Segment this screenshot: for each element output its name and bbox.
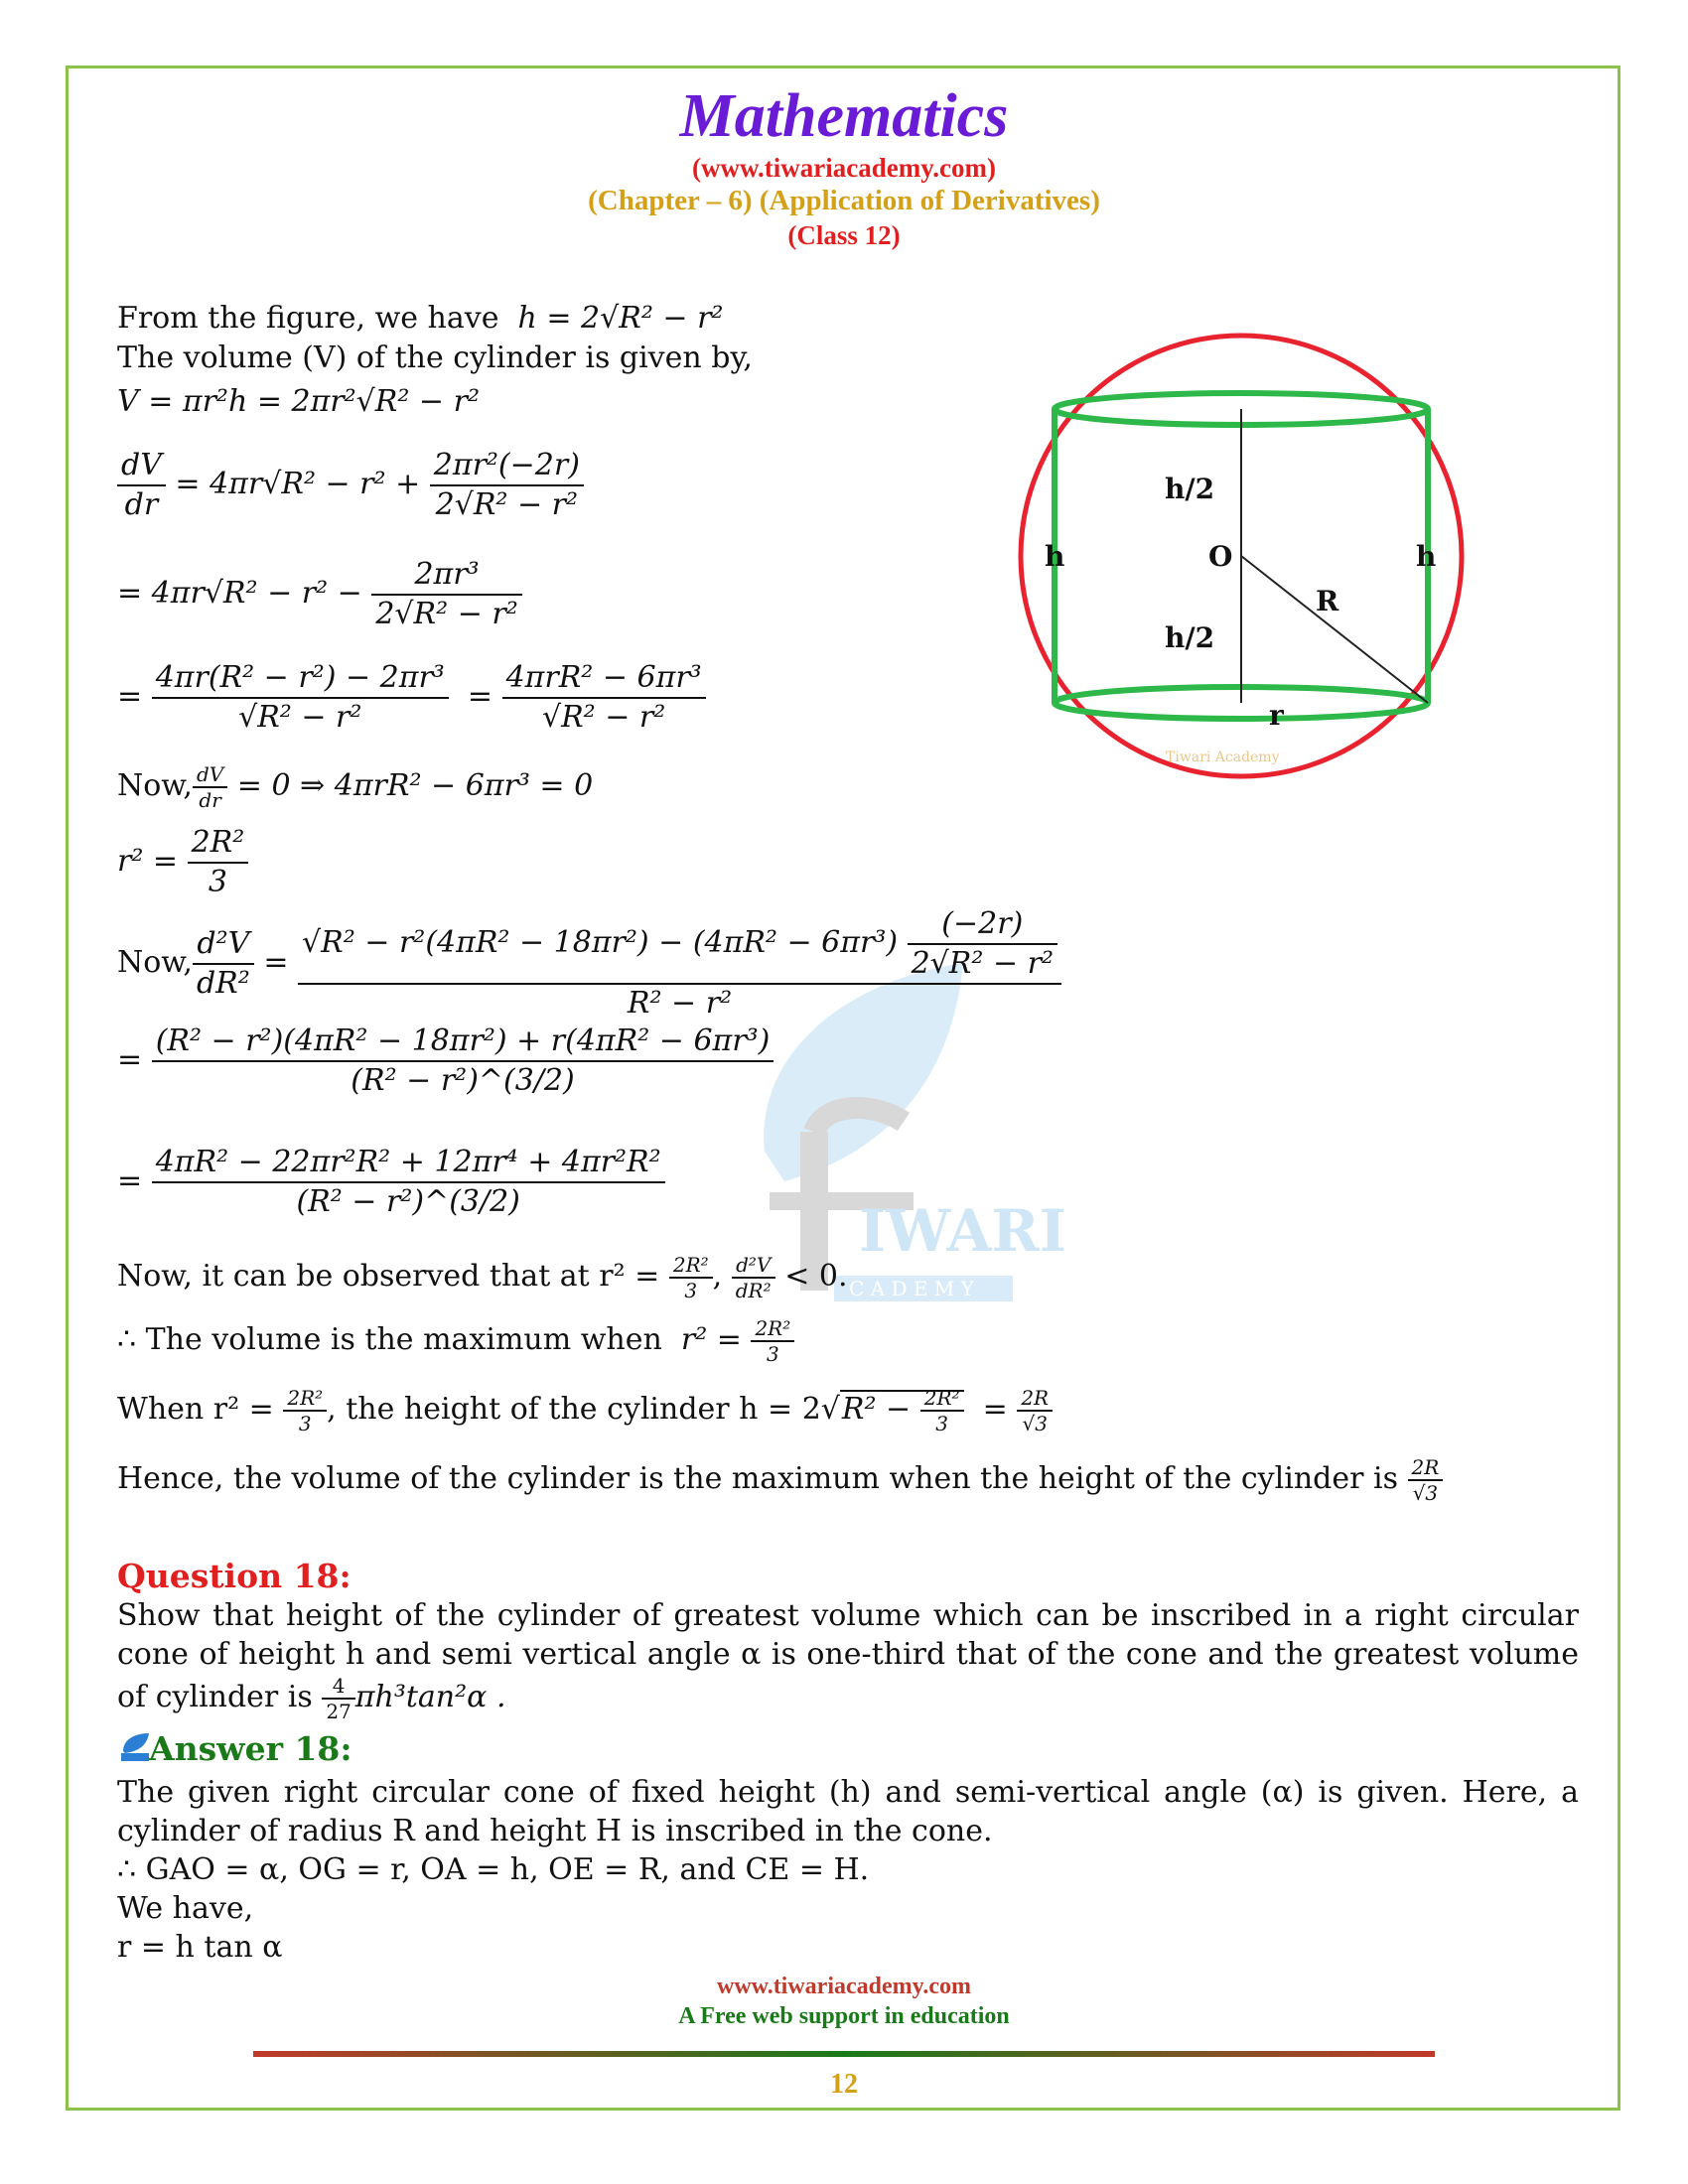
observation-line: Now, it can be observed that at r² = $\frac{\text{2R²}}{3}$ , $\frac{\text{d²V}}{\text{dR²}}$ < 0. bbox=[117, 1253, 848, 1302]
second-derivative-line: Now, $\frac{\text{d²V}}{\text{dR²}}$ = √R² − r²(4πR² − 18πr²) − (4πR² − 6πr³) $\frac{(-2r)}{\text{2√R² − r²}}$ R² − r² bbox=[117, 905, 1061, 1023]
header-class: (Class 12) bbox=[787, 220, 901, 250]
derivative-step-3: = $\frac{\text{4πr(R² − r²) − 2πr³}}{\text{√R² − r²}}$ = $\frac{\text{4πrR² − 6πr³}}{\text{√R² − r²}}$ bbox=[117, 659, 706, 737]
solution-line-2: The volume (V) of the cylinder is given by, bbox=[117, 341, 753, 375]
label-h-half-bottom: h/2 bbox=[1165, 621, 1215, 654]
question-18-body: Show that height of the cylinder of greatest volume which can be inscribed in a right circular cone of height h and semi vertical angle α is one-third that of the cone and the greatest volume of cylinder is $\frac{4}{27}$ πh³tan²α . bbox=[117, 1598, 1579, 1723]
conclusion-line: Hence, the volume of the cylinder is the maximum when the height of the cylinder is $\frac{2R}{√3}$ bbox=[117, 1455, 1443, 1505]
r-squared-result: r² = $\frac{\text{2R²}}{3}$ bbox=[117, 824, 248, 901]
label-h-half-top: h/2 bbox=[1165, 473, 1215, 505]
answer-18-para-4: r = h tan α bbox=[117, 1930, 283, 1965]
label-h-left: h bbox=[1045, 540, 1065, 573]
watermark-letters: IWARI bbox=[859, 1197, 1066, 1265]
label-R: R bbox=[1316, 585, 1339, 617]
label-o: O bbox=[1208, 540, 1233, 573]
footer-tagline: A Free web support in education bbox=[678, 2003, 1010, 2029]
header-website[interactable]: (www.tiwariacademy.com) bbox=[692, 153, 996, 183]
page-number: 12 bbox=[830, 2069, 858, 2100]
figure-watermark: Tiwari Academy bbox=[1166, 750, 1280, 765]
answer-18-para-1: The given right circular cone of fixed height (h) and semi-vertical angle (α) is given. Here, a cylinder of radius R and height H is inscribed in the cone. bbox=[117, 1775, 1579, 1848]
maximum-condition-line: ∴ The volume is the maximum when r² = $\frac{\text{2R²}}{3}$ bbox=[117, 1316, 794, 1366]
critical-point-line: Now, $\frac{dV}{dr}$ = 0 ⇒ 4πrR² − 6πr³ = 0 bbox=[117, 762, 594, 812]
cylinder-in-sphere-figure bbox=[1013, 328, 1470, 784]
answer-18-title: Answer 18: bbox=[149, 1729, 352, 1768]
tiwari-logo-icon bbox=[119, 1731, 151, 1763]
footer-website[interactable]: www.tiwariacademy.com bbox=[717, 1974, 971, 1999]
derivative-dv-dr: $\frac{dV}{dr}$ = 4πr√R² − r² + $\frac{\text{2πr²(−2r)}}{\text{2√R² − r²}}$ bbox=[117, 447, 584, 524]
label-h-right: h bbox=[1416, 540, 1437, 573]
second-derivative-step-2: = $\frac{\text{(R² − r²)(4πR² − 18πr²) + r(4πR² − 6πr³)}}{\text{(R² − r²)\textasciicircum{}(3/2)}}$ bbox=[117, 1023, 774, 1100]
solution-line-3: V = πr²h = 2πr²√R² − r² bbox=[117, 384, 480, 419]
label-r: r bbox=[1269, 699, 1284, 732]
footer-divider bbox=[253, 2051, 1435, 2057]
answer-18-para-2: ∴ GAO = α, OG = r, OA = h, OE = R, and CE = H. bbox=[117, 1852, 870, 1887]
radius-line bbox=[1241, 556, 1428, 703]
watermark-sub: C A D E M Y bbox=[849, 1277, 974, 1300]
page-title: Mathematics bbox=[679, 82, 1009, 150]
answer-18-para-3: We have, bbox=[117, 1891, 254, 1926]
height-computation-line: When r² = $\frac{\text{2R²}}{3}$ , the height of the cylinder h = 2√R² − $\frac{\text{2R²}}{3}$ = $\frac{2R}{√3}$ bbox=[117, 1386, 1053, 1435]
question-18-title: Question 18: bbox=[117, 1557, 352, 1595]
header-chapter: (Chapter – 6) (Application of Derivatives) bbox=[588, 185, 1100, 216]
solution-line-1: From the figure, we have h = 2√R² − r² bbox=[117, 301, 724, 336]
derivative-step-2: = 4πr√R² − r² − $\frac{\text{2πr³}}{\text{2√R² − r²}}$ bbox=[117, 556, 522, 633]
second-derivative-step-3: = $\frac{\text{4πR² − 22πr²R² + 12πr⁴ + 4πr²R²}}{\text{(R² − r²)\textasciicircum{}(3/2)}}$ bbox=[117, 1144, 665, 1221]
